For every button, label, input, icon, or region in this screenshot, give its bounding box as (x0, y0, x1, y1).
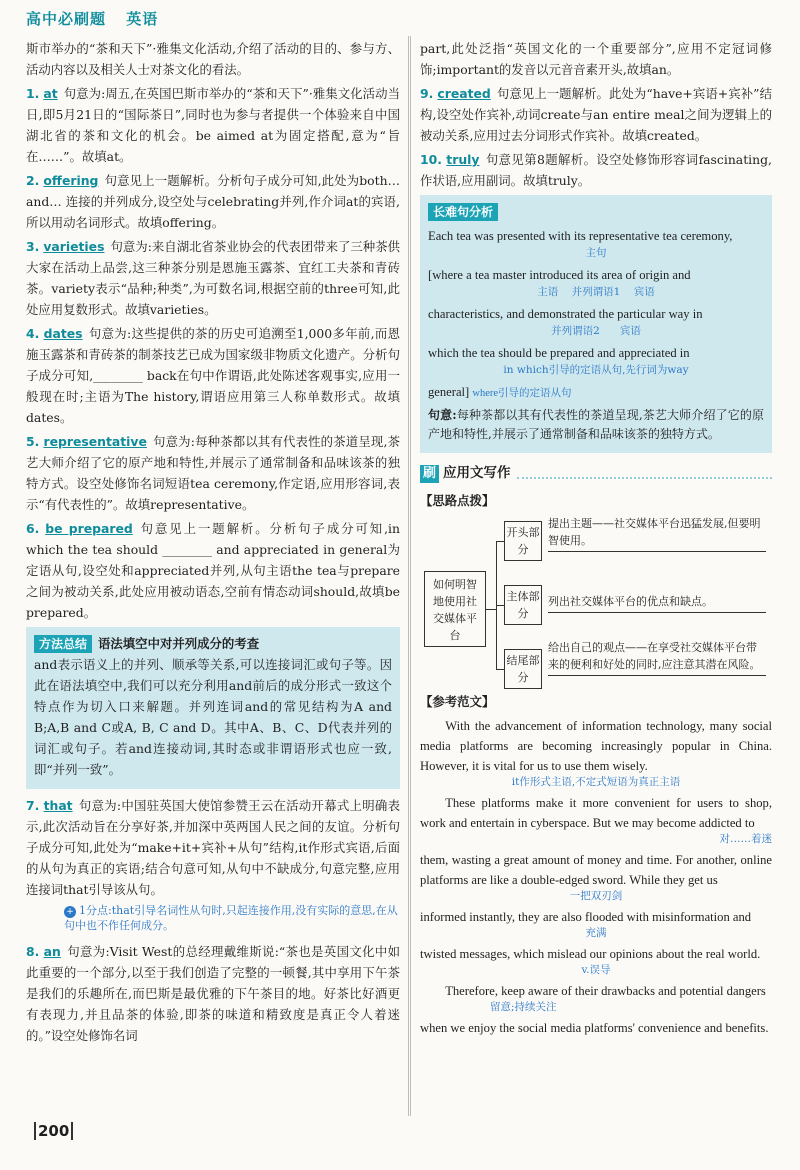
analysis-tag: 长难句分析 (428, 203, 498, 221)
answer-word: created (437, 86, 491, 101)
sample-paragraph-1: With the advancement of information technology, many social media platforms are becoming increasingly popular in China. However, it is vital for us to use them wisely. (420, 719, 772, 773)
mind-map-node-body: 主体部分 (504, 585, 542, 625)
explanation: 句意见第8题解析。设空处修饰形容词fascinating,作状语,应用副词。故填truly。 (420, 152, 772, 188)
method-tag: 方法总结 (34, 635, 92, 653)
answer-item-10 (420, 149, 772, 191)
answer-word: offering (43, 173, 99, 188)
writing-section-header (420, 463, 772, 484)
gloss-attributive-clause: in which引导的定语从句,先行词为way (503, 364, 689, 376)
plus-icon: + (64, 906, 76, 918)
answer-item-5 (26, 431, 400, 515)
book-title: 高中必刷题 (26, 10, 107, 28)
idea-label: 【思路点拨】 (420, 493, 495, 508)
item-number: 7. (26, 798, 40, 813)
answer-item-1 (26, 83, 400, 167)
sample-paragraph-3a: Therefore, keep aware of their drawbacks and potential dangers (445, 984, 766, 998)
sample-paragraph-2d: twisted messages, which mislead our opinions about the real world. (420, 947, 761, 961)
answer-item-2 (26, 170, 400, 233)
gloss-main-clause: 主句 (585, 247, 607, 259)
answer-item-3 (26, 236, 400, 320)
gloss-formal-subject: it作形式主语,不定式短语为真正主语 (511, 776, 681, 788)
sample-label: 【参考范文】 (420, 694, 495, 709)
explanation: 句意见上一题解析。此处为“have+宾语+宾补”结构,设空处作宾补,动词create与an entire meal之间为逻辑上的被动关系,应用过去分词形式作宾补。故填created。 (420, 86, 772, 143)
page-header (26, 8, 172, 29)
section-mark: 刷 (420, 465, 439, 483)
answer-word: that (43, 798, 73, 813)
mind-map-node-opening: 开头部分 (504, 521, 542, 561)
explanation: 句意见上一题解析。分析句子成分可知,in which the tea should ________ and appreciated in general为定语从句,设空处和appreciated并列,从句主语the tea与prepare之间为被动关系,此处应用被动语态,空前有情态动词should,故填be prepared。 (26, 521, 400, 620)
answer-item-6 (26, 518, 400, 623)
connector (496, 669, 504, 670)
explanation: 句意为:周五,在英国巴斯市举办的“茶和天下”·雅集文化活动当日,即5月21日的“国际茶日”,同时也为参与者提供一个体验来自中国湖北省的茶和文化的机会。be aimed at为固定搭配,意为“旨在……”。故填at。 (26, 86, 400, 164)
left-column (26, 38, 400, 1049)
translation-text: 每种茶都以其有代表性的茶道呈现,茶艺大师介绍了它的原产地和特性,并展示了通常制备和品味该茶的独特方式。 (428, 408, 764, 441)
item-number: 2. (26, 173, 40, 188)
item-number: 4. (26, 326, 40, 341)
analysis-line-3: characteristics, and demonstrated the particular way in (428, 307, 703, 321)
translation-label: 句意: (428, 408, 457, 422)
sample-paragraph-3b: when we enjoy the social media platforms' convenience and benefits. (420, 1021, 769, 1035)
column-divider-2 (410, 36, 411, 1116)
gloss-where-clause: where引导的定语从句 (472, 388, 572, 399)
connector (486, 609, 496, 610)
mind-map-detail-opening: 提出主题——社交媒体平台迅猛发展,但要明智使用。 (548, 515, 766, 552)
intro-text: 斯市举办的“茶和天下”·雅集文化活动,介绍了活动的目的、参与方、活动内容以及相关人士对茶文化的看法。 (26, 41, 400, 77)
mind-map-detail-body: 列出社交媒体平台的优点和缺点。 (548, 593, 766, 613)
gloss-mislead: v.误导 (581, 964, 611, 976)
item-number: 10. (420, 152, 442, 167)
item-number: 9. (420, 86, 434, 101)
answer-word: an (43, 944, 61, 959)
explanation: 句意为:来自湖北省茶业协会的代表团带来了三种茶供大家在活动上品尝,这三种茶分别是恩施玉露茶、宜红工夫茶和青砖茶。variety表示“品种;种类”,为可数名词,根据空前的three可知,此处应用复数形式。故填varieties。 (26, 239, 400, 317)
explanation: 句意为:这些提供的茶的历史可追溯至1,000多年前,而恩施玉露茶和青砖茶的制茶技艺已成为国家级非物质文化遗产。分析句子成分可知,________ back在句中作谓语,此处陈述客观事实,应用一般现在时;主语为The history,谓语应用第三人称单数形式。故填dates。 (26, 326, 400, 425)
explanation: 句意为:中国驻英国大使馆参赞王云在活动开幕式上明确表示,此次活动旨在分享好茶,并加深中英两国人民之间的友谊。分析句子成分可知,此处为“make+it+宾补+从句”结构,it作形式宾语,后面的从句为真正的宾语;结合句意可知,从句中不缺成分,句意完整,应用连接词that引导该从句。 (26, 798, 400, 897)
analysis-tail: general] (428, 385, 470, 399)
answer-word: dates (43, 326, 83, 341)
analysis-line-4: which the tea should be prepared and appreciated in (428, 346, 690, 360)
item-number: 3. (26, 239, 40, 254)
scoring-note (26, 903, 400, 933)
explanation: 句意见上一题解析。分析句子成分可知,此处为both… and… 连接的并列成分,设空处与celebrating并列,作介词at的宾语,所以用动名词形式。故填offering。 (26, 173, 400, 230)
answer-item-8 (26, 941, 400, 1046)
gloss-double-edged: 一把双刃剑 (569, 890, 623, 902)
analysis-line-1: Each tea was presented with its representative tea ceremony, (428, 229, 733, 243)
mind-map-detail-ending: 给出自己的观点——在享受社交媒体平台带来的便利和好处的同时,应注意其潜在风险。 (548, 639, 766, 676)
gloss-flooded: 充满 (585, 927, 607, 939)
analysis-line-2: [where a tea master introduced its area of origin and (428, 268, 691, 282)
method-text: and表示语义上的并列、顺承等关系,可以连接词汇或句子等。因此在语法填空中,我们可以充分利用and前后的成分形式一致这个特点作为切入口来解题。并列连词and的常见结构为A and B;A,B and C或A, B, C and D。其中A、B、C、D代表并列的词汇或句子。若and连接动词,其时态或非谓语形式也应一致,即“并列一致”。 (34, 657, 392, 777)
sentence-analysis-box (420, 195, 772, 453)
sample-paragraph-2b: them, wasting a great amount of money and time. For another, online platforms are like a double-edged sword. While they get us (420, 853, 772, 887)
item-number: 8. (26, 944, 40, 959)
answer-word: be prepared (45, 521, 133, 536)
sample-paragraph-2c: informed instantly, they are also flooded with misinformation and (420, 910, 752, 924)
sample-paragraph-2a: These platforms make it more convenient for users to shop, work and entertain in cyberspace. But we may become addicted to (420, 796, 772, 830)
gloss-object-2: 宾语 (619, 325, 641, 337)
item-number: 1. (26, 86, 40, 101)
gloss-subject: 主语 (537, 286, 559, 298)
answer-word: varieties (43, 239, 105, 254)
note-text: that引导名词性从句时,只起连接作用,没有实际的意思,在从句中也不作任何成分。 (64, 904, 398, 932)
answer-word: truly (446, 152, 480, 167)
gloss-predicate-2: 并列谓语2 (551, 325, 600, 337)
gloss-line-2 (428, 285, 764, 299)
analysis-translation (428, 406, 764, 444)
answer-word: at (43, 86, 58, 101)
method-title: 语法填空中对并列成分的考查 (98, 636, 260, 651)
gloss-predicate-1: 并列谓语1 (571, 286, 621, 298)
mind-map-root: 如何明智地使用社交媒体平台 (424, 571, 486, 647)
section-title: 应用文写作 (443, 465, 511, 481)
answer-item-7 (26, 795, 400, 900)
answer-word: representative (43, 434, 147, 449)
page-number: 200 (34, 1122, 73, 1140)
answer-item-9 (420, 83, 772, 146)
explanation: 句意为:Visit West的总经理戴维斯说:“茶也是英国文化中如此重要的一个部分,以至于我们创造了完整的一顿餐,其中享用下午茶是我们的乐趣所在,而巴斯是最优雅的下午茶目的地。好茶比好酒更有表现力,并且品茶的体验,即茶的味道和精致度是真正令人着迷的。”设空处修饰名词 (26, 944, 400, 1043)
item-8-continued: part,此处泛指“英国文化的一个重要部分”,应用不定冠词修饰;important的发音以元音音素开头,故填an。 (420, 41, 772, 77)
gloss-keep-aware: 留意;持续关注 (490, 1001, 557, 1013)
item-number: 5. (26, 434, 40, 449)
item-number: 6. (26, 521, 40, 536)
right-column (420, 38, 772, 1038)
explanation: 句意为:每种茶都以其有代表性的茶道呈现,茶艺大师介绍了它的原产地和特性,并展示了通常制备和品味该茶的独特方式。设空处修饰名词短语tea ceremony,作定语,应用形容词,表示“有代表性的”。故填representative。 (26, 434, 400, 512)
mind-map (420, 515, 772, 687)
note-label: 1分点: (79, 904, 112, 917)
answer-item-4 (26, 323, 400, 428)
gloss-object: 宾语 (633, 286, 655, 298)
column-divider (408, 36, 409, 1116)
mind-map-node-ending: 结尾部分 (504, 649, 542, 689)
method-summary-box (26, 627, 400, 789)
gloss-line-3 (428, 324, 764, 338)
section-dots (517, 468, 772, 479)
connector (496, 541, 504, 542)
subject-label: 英语 (126, 10, 159, 28)
analysis-line-5 (428, 382, 764, 402)
connector (496, 605, 504, 606)
gloss-addicted: 对……着迷 (719, 833, 772, 845)
